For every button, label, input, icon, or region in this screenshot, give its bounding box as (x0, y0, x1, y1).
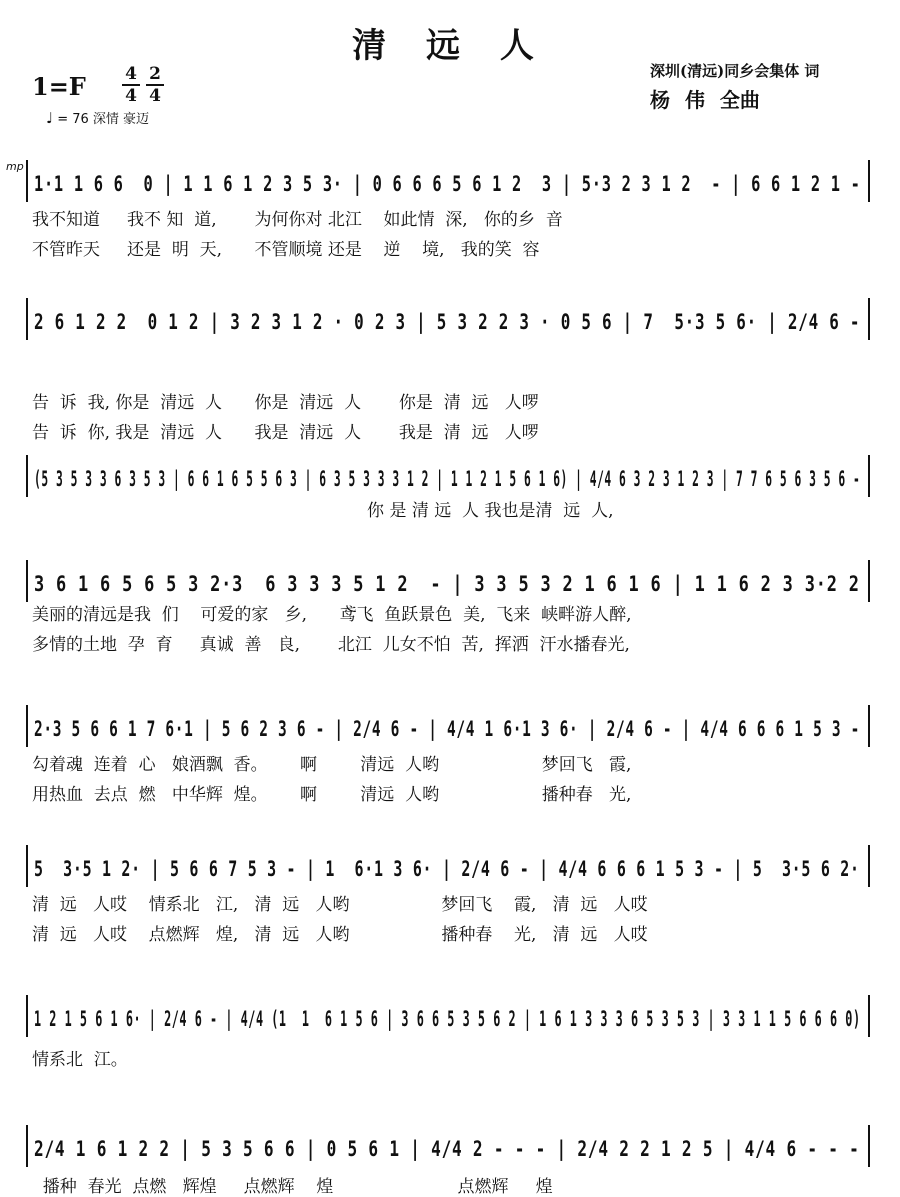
lyric-line: 不管昨天 还是 明 天, 不管顺境 还是 逆 境, 我的笑 容 (32, 240, 540, 260)
lyric-line: 你 是 清 远 人 我也是清 远 人, (32, 501, 614, 521)
lyric-line: 我不知道 我不 知 道, 为何你对 北江 如此情 深, 你的乡 音 (32, 210, 563, 230)
lyric-line: 清 远 人哎 点燃辉 煌, 清 远 人哟 播种春 光, 清 远 人哎 (32, 925, 648, 945)
lyric-line: 勾着魂 连着 心 娘酒飘 香。 啊 清远 人哟 梦回飞 霞, (32, 755, 632, 775)
bar-line (26, 705, 28, 747)
lyric-line: 情系北 江。 (32, 1050, 128, 1070)
lyric-line: 美丽的清远是我 们 可爱的家 乡, 鸢飞 鱼跃景色 美, 飞来 峡畔游人醉, (32, 605, 632, 625)
numbered-notation: 5 3·5 1 2· | 5 6 6 7 5 3 - | 1 6·1 3 6· | 2/4 6 - | 4/4 6 6 6 1 5 3 - | 5 3·5 6 2· (34, 857, 860, 881)
bar-line (26, 455, 28, 497)
note-row (26, 1125, 870, 1167)
bar-line (868, 160, 870, 202)
numbered-notation: 1 2 1 5 6 1 6· | 2/4 6 - | 4/4 (1 1 6 1 5 6 | 3 6 6 5 3 5 6 2 | 1 6 1 3 3 3 6 5 3 5 3 | 3 3 1 1 5 6 6 6 0) (34, 1007, 861, 1031)
bar-line (26, 160, 28, 202)
note-row (26, 160, 870, 202)
note-row (26, 298, 870, 340)
bar-line (26, 845, 28, 887)
meter-secondary: 2 4 (146, 64, 164, 106)
bar-line (26, 995, 28, 1037)
bar-line (868, 298, 870, 340)
song-title: 清 远 人 (352, 26, 548, 66)
note-row (26, 560, 870, 602)
note-row (26, 845, 870, 887)
bar-line (868, 1125, 870, 1167)
bar-line (26, 298, 28, 340)
numbered-notation: 2/4 1 6 1 2 2 | 5 3 5 6 6 | 0 5 6 1 | 4/4 2 - - - | 2/4 2 2 1 2 5 | 4/4 6 - - - (34, 1137, 860, 1161)
lyric-line: 多情的土地 孕 育 真诚 善 良, 北江 儿女不怕 苦, 挥洒 汗水播春光, (32, 635, 630, 655)
tempo-marking: ♩ = 76 深情 豪迈 (46, 109, 150, 127)
numbered-notation: 2·3 5 6 6 1 7 6·1 | 5 6 2 3 6 - | 2/4 6 - | 4/4 1 6·1 3 6· | 2/4 6 - | 4/4 6 6 6 1 5 3 - (34, 717, 861, 741)
numbered-notation: 2 6 1 2 2 0 1 2 | 3 2 3 1 2 · 0 2 3 | 5 3 2 2 3 · 0 5 6 | 7 5·3 5 6· | 2/4 6 - (34, 310, 861, 334)
note-row (26, 705, 870, 747)
lyric-line: 告 诉 我, 你是 清远 人 你是 清远 人 你是 清 远 人啰 (32, 393, 539, 413)
bar-line (868, 995, 870, 1037)
composer-credit: 杨 伟 全曲 (650, 88, 760, 112)
lyric-line: 告 诉 你, 我是 清远 人 我是 清远 人 我是 清 远 人啰 (32, 423, 539, 443)
bar-line (868, 560, 870, 602)
bar-line (868, 455, 870, 497)
note-row (26, 995, 870, 1037)
key-signature: 1=F (32, 72, 86, 101)
numbered-notation: 1·1 1 6 6 0 | 1 1 6 1 2 3 5 3· | 0 6 6 6 5 6 1 2 3 | 5·3 2 3 1 2 - | 6 6 1 2 1 - (34, 172, 861, 196)
bar-line (868, 845, 870, 887)
note-row (26, 455, 870, 497)
quarter-note-icon: ♩ (46, 109, 54, 127)
bar-line (26, 1125, 28, 1167)
lyric-line: 播种 春光 点燃 辉煌 点燃辉 煌 点燃辉 煌 (32, 1177, 553, 1197)
numbered-notation: (5 3 5 3 3 6 3 5 3 | 6 6 1 6 5 5 6 3 | 6 3 5 3 3 3 1 2 | 1 1 2 1 5 6 1 6) | 4/4 6 3 2 3 1 2 3 | 7 7 6 5 6 3 5 6 - (34, 467, 861, 491)
dynamic-marking: mp (6, 160, 24, 173)
meter-primary: 4 4 (122, 64, 140, 106)
bar-line (26, 560, 28, 602)
bar-line (868, 705, 870, 747)
lyricist-credit: 深圳(清远)同乡会集体 词 (650, 62, 820, 80)
lyric-line: 清 远 人哎 情系北 江, 清 远 人哟 梦回飞 霞, 清 远 人哎 (32, 895, 648, 915)
numbered-notation: 3 6 1 6 5 6 5 3 2·3 6 3 3 3 5 1 2 - | 3 3 5 3 2 1 6 1 6 | 1 1 6 2 3 3·2 2 (34, 572, 860, 596)
lyric-line: 用热血 去点 燃 中华辉 煌。 啊 清远 人哟 播种春 光, (32, 785, 632, 805)
